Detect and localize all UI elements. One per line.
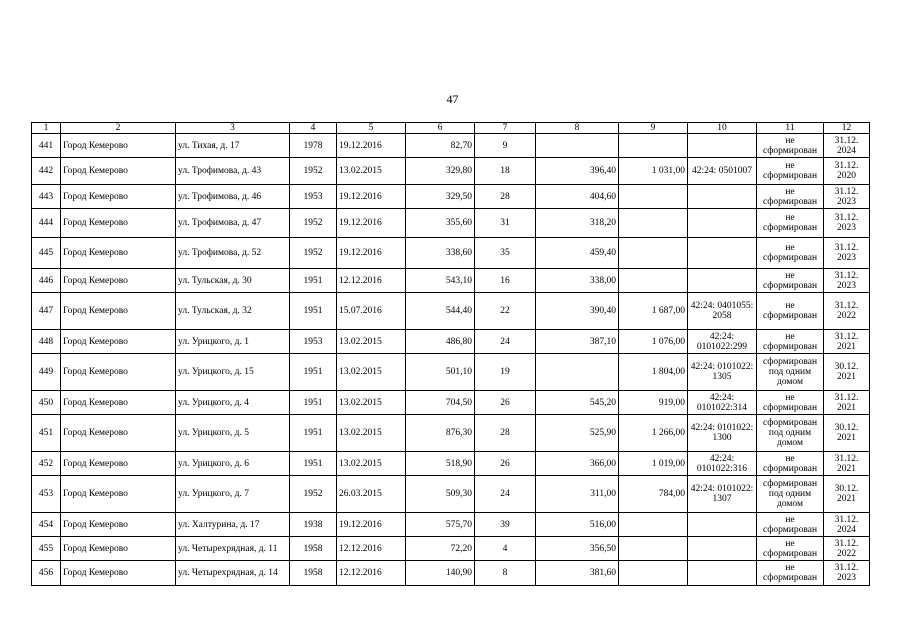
table-cell-col-8: 366,00	[536, 452, 619, 476]
table-cell-col-8: 356,50	[536, 537, 619, 561]
table-cell-col-12: 31.12. 2024	[824, 513, 870, 537]
table-row	[32, 476, 870, 513]
table-cell-col-5: 12.12.2016	[337, 269, 406, 293]
table-cell-col-7: 18	[475, 158, 536, 185]
table-cell-col-7: 35	[475, 238, 536, 269]
table-cell-col-2: Город Кемерово	[61, 158, 176, 185]
table-cell-col-8: 387,10	[536, 330, 619, 354]
table-cell-col-9	[619, 561, 688, 586]
table-cell-col-9	[619, 513, 688, 537]
table-cell-col-10: 42:24: 0101022:299	[688, 330, 757, 354]
table-cell-col-9: 1 076,00	[619, 330, 688, 354]
table-cell-col-10: 42:24: 0101022: 1300	[688, 415, 757, 452]
table-cell-col-1: 443	[32, 185, 61, 209]
table-cell-col-2: Город Кемерово	[61, 269, 176, 293]
table-cell-col-9	[619, 537, 688, 561]
table-cell-col-1: 452	[32, 452, 61, 476]
table-cell-col-9: 1 019,00	[619, 452, 688, 476]
table-cell-col-3: ул. Урицкого, д. 6	[176, 452, 290, 476]
table-cell-col-8: 516,00	[536, 513, 619, 537]
table-cell-col-3: ул. Тихая, д. 17	[176, 134, 290, 158]
table-cell-col-6: 338,60	[406, 238, 475, 269]
table-cell-col-2: Город Кемерово	[61, 354, 176, 391]
table-cell-col-4: 1952	[290, 158, 337, 185]
table-cell-col-5: 13.02.2015	[337, 158, 406, 185]
table-cell-col-3: ул. Трофимова, д. 43	[176, 158, 290, 185]
table-cell-col-12: 31.12. 2022	[824, 537, 870, 561]
table-cell-col-3: ул. Тульская, д. 32	[176, 293, 290, 330]
table-cell-col-8	[536, 134, 619, 158]
table-cell-col-10: 42:24: 0501007	[688, 158, 757, 185]
table-cell-col-5: 13.02.2015	[337, 415, 406, 452]
table-cell-col-12: 31.12. 2023	[824, 185, 870, 209]
table-cell-col-1: 454	[32, 513, 61, 537]
table-cell-col-2: Город Кемерово	[61, 537, 176, 561]
table-cell-col-1: 453	[32, 476, 61, 513]
table-cell-col-8: 545,20	[536, 391, 619, 415]
table-cell-col-9: 1 266,00	[619, 415, 688, 452]
table-cell-col-11: не сформирован	[757, 293, 824, 330]
table-cell-col-9	[619, 185, 688, 209]
column-header-8: 8	[536, 123, 619, 134]
column-header-1: 1	[32, 123, 61, 134]
table-cell-col-10	[688, 238, 757, 269]
table-cell-col-6: 876,30	[406, 415, 475, 452]
table-cell-col-8: 396,40	[536, 158, 619, 185]
table-cell-col-5: 26.03.2015	[337, 476, 406, 513]
table-cell-col-10	[688, 269, 757, 293]
table-cell-col-6: 486,80	[406, 330, 475, 354]
table-cell-col-10	[688, 561, 757, 586]
table-cell-col-1: 445	[32, 238, 61, 269]
table-cell-col-4: 1951	[290, 415, 337, 452]
table-cell-col-7: 28	[475, 185, 536, 209]
table-cell-col-5: 13.02.2015	[337, 452, 406, 476]
table-cell-col-3: ул. Урицкого, д. 5	[176, 415, 290, 452]
table-row	[32, 134, 870, 158]
table-cell-col-1: 444	[32, 209, 61, 238]
table-cell-col-4: 1952	[290, 238, 337, 269]
table-row	[32, 185, 870, 209]
table-cell-col-6: 82,70	[406, 134, 475, 158]
table-cell-col-10: 42:24: 0101022:316	[688, 452, 757, 476]
table-cell-col-9	[619, 209, 688, 238]
table-body	[32, 134, 870, 586]
table-cell-col-2: Город Кемерово	[61, 293, 176, 330]
table-cell-col-5: 15.07.2016	[337, 293, 406, 330]
table-cell-col-6: 329,50	[406, 185, 475, 209]
column-header-3: 3	[176, 123, 290, 134]
table-cell-col-8: 404,60	[536, 185, 619, 209]
table-row	[32, 209, 870, 238]
column-header-10: 10	[688, 123, 757, 134]
table-cell-col-11: не сформирован	[757, 209, 824, 238]
table-cell-col-8: 311,00	[536, 476, 619, 513]
table-cell-col-8: 318,20	[536, 209, 619, 238]
table-row	[32, 452, 870, 476]
table-cell-col-11: не сформирован	[757, 158, 824, 185]
column-header-12: 12	[824, 123, 870, 134]
table-cell-col-4: 1953	[290, 185, 337, 209]
table-row	[32, 415, 870, 452]
table-cell-col-5: 19.12.2016	[337, 238, 406, 269]
column-header-7: 7	[475, 123, 536, 134]
table-cell-col-11: не сформирован	[757, 391, 824, 415]
table-cell-col-7: 24	[475, 476, 536, 513]
column-header-9: 9	[619, 123, 688, 134]
table-cell-col-3: ул. Халтурина, д. 17	[176, 513, 290, 537]
table-cell-col-11: сформирован под одним домом	[757, 415, 824, 452]
table-cell-col-10: 42:24: 0101022: 1305	[688, 354, 757, 391]
table-cell-col-7: 9	[475, 134, 536, 158]
table-cell-col-2: Город Кемерово	[61, 134, 176, 158]
table-cell-col-12: 30.12. 2021	[824, 354, 870, 391]
table-cell-col-1: 456	[32, 561, 61, 586]
table-cell-col-2: Город Кемерово	[61, 185, 176, 209]
table-cell-col-7: 26	[475, 452, 536, 476]
table-cell-col-6: 544,40	[406, 293, 475, 330]
table-cell-col-5: 19.12.2016	[337, 185, 406, 209]
table-cell-col-3: ул. Четырехрядная, д. 14	[176, 561, 290, 586]
table-cell-col-7: 8	[475, 561, 536, 586]
table-cell-col-12: 31.12. 2020	[824, 158, 870, 185]
table-row	[32, 293, 870, 330]
table-cell-col-2: Город Кемерово	[61, 452, 176, 476]
table-row	[32, 238, 870, 269]
table-row	[32, 513, 870, 537]
table-cell-col-6: 704,50	[406, 391, 475, 415]
table-cell-col-7: 4	[475, 537, 536, 561]
housing-registry-table	[31, 122, 870, 586]
table-cell-col-9	[619, 134, 688, 158]
table-cell-col-11: не сформирован	[757, 452, 824, 476]
table-cell-col-7: 28	[475, 415, 536, 452]
table-cell-col-3: ул. Трофимова, д. 46	[176, 185, 290, 209]
table-cell-col-6: 355,60	[406, 209, 475, 238]
page-number: 47	[446, 92, 459, 106]
table-cell-col-12: 30.12. 2021	[824, 476, 870, 513]
table-cell-col-3: ул. Урицкого, д. 15	[176, 354, 290, 391]
table-row	[32, 561, 870, 586]
table-cell-col-7: 31	[475, 209, 536, 238]
table-cell-col-6: 140,90	[406, 561, 475, 586]
table-cell-col-11: не сформирован	[757, 269, 824, 293]
table-cell-col-3: ул. Четырехрядная, д. 11	[176, 537, 290, 561]
table-cell-col-5: 12.12.2016	[337, 561, 406, 586]
table-cell-col-6: 518,90	[406, 452, 475, 476]
header-row	[32, 123, 870, 134]
table-cell-col-6: 72,20	[406, 537, 475, 561]
table-row	[32, 269, 870, 293]
table-cell-col-6: 543,10	[406, 269, 475, 293]
table-cell-col-12: 31.12. 2021	[824, 391, 870, 415]
table-row	[32, 391, 870, 415]
table-cell-col-7: 24	[475, 330, 536, 354]
table-cell-col-6: 575,70	[406, 513, 475, 537]
table-cell-col-2: Город Кемерово	[61, 391, 176, 415]
table-cell-col-2: Город Кемерово	[61, 238, 176, 269]
table-cell-col-11: не сформирован	[757, 561, 824, 586]
table-cell-col-10: 42:24: 0401055: 2058	[688, 293, 757, 330]
table-cell-col-9	[619, 269, 688, 293]
table-cell-col-11: не сформирован	[757, 513, 824, 537]
table-cell-col-11: не сформирован	[757, 330, 824, 354]
table-cell-col-11: сформирован под одним домом	[757, 476, 824, 513]
table-cell-col-7: 26	[475, 391, 536, 415]
table-cell-col-10	[688, 537, 757, 561]
table-row	[32, 537, 870, 561]
table-cell-col-4: 1952	[290, 209, 337, 238]
table-cell-col-2: Город Кемерово	[61, 476, 176, 513]
table-cell-col-7: 16	[475, 269, 536, 293]
table-cell-col-10: 42:24: 0101022: 1307	[688, 476, 757, 513]
table-cell-col-8: 390,40	[536, 293, 619, 330]
table-cell-col-3: ул. Урицкого, д. 7	[176, 476, 290, 513]
table-cell-col-4: 1952	[290, 476, 337, 513]
table-cell-col-4: 1951	[290, 269, 337, 293]
table-cell-col-4: 1958	[290, 561, 337, 586]
table-cell-col-6: 501,10	[406, 354, 475, 391]
table-cell-col-4: 1978	[290, 134, 337, 158]
table-row	[32, 330, 870, 354]
table-row	[32, 158, 870, 185]
table-cell-col-12: 31.12. 2021	[824, 452, 870, 476]
column-header-5: 5	[337, 123, 406, 134]
table-cell-col-8	[536, 354, 619, 391]
table-cell-col-4: 1951	[290, 391, 337, 415]
table-cell-col-12: 31.12. 2023	[824, 561, 870, 586]
table-cell-col-3: ул. Урицкого, д. 1	[176, 330, 290, 354]
table-cell-col-4: 1938	[290, 513, 337, 537]
table-cell-col-4: 1953	[290, 330, 337, 354]
table-cell-col-5: 13.02.2015	[337, 330, 406, 354]
table-cell-col-4: 1951	[290, 293, 337, 330]
table-cell-col-3: ул. Тульская, д. 30	[176, 269, 290, 293]
table-cell-col-8: 525,90	[536, 415, 619, 452]
table-cell-col-12: 31.12. 2023	[824, 209, 870, 238]
table-cell-col-10	[688, 209, 757, 238]
table-cell-col-9	[619, 238, 688, 269]
table-cell-col-9: 919,00	[619, 391, 688, 415]
table-cell-col-12: 31.12. 2021	[824, 330, 870, 354]
table-cell-col-2: Город Кемерово	[61, 330, 176, 354]
table-cell-col-1: 442	[32, 158, 61, 185]
table-cell-col-9: 1 031,00	[619, 158, 688, 185]
table-cell-col-1: 446	[32, 269, 61, 293]
table-cell-col-8: 459,40	[536, 238, 619, 269]
table-cell-col-3: ул. Урицкого, д. 4	[176, 391, 290, 415]
table-cell-col-10	[688, 513, 757, 537]
table-cell-col-5: 19.12.2016	[337, 513, 406, 537]
table-cell-col-12: 31.12. 2022	[824, 293, 870, 330]
table-cell-col-1: 449	[32, 354, 61, 391]
table-cell-col-8: 338,00	[536, 269, 619, 293]
table-cell-col-10: 42:24: 0101022:314	[688, 391, 757, 415]
table-cell-col-11: не сформирован	[757, 134, 824, 158]
table-cell-col-10	[688, 185, 757, 209]
table-cell-col-3: ул. Трофимова, д. 47	[176, 209, 290, 238]
table-cell-col-9: 1 804,00	[619, 354, 688, 391]
table-cell-col-1: 441	[32, 134, 61, 158]
table-cell-col-5: 12.12.2016	[337, 537, 406, 561]
table-cell-col-5: 13.02.2015	[337, 391, 406, 415]
table-row	[32, 354, 870, 391]
table-cell-col-1: 447	[32, 293, 61, 330]
table-cell-col-4: 1951	[290, 354, 337, 391]
table-cell-col-5: 19.12.2016	[337, 209, 406, 238]
table-cell-col-11: не сформирован	[757, 238, 824, 269]
table-cell-col-1: 451	[32, 415, 61, 452]
table-cell-col-4: 1958	[290, 537, 337, 561]
table-cell-col-2: Город Кемерово	[61, 209, 176, 238]
table-cell-col-7: 19	[475, 354, 536, 391]
table-cell-col-1: 448	[32, 330, 61, 354]
column-header-6: 6	[406, 123, 475, 134]
table-cell-col-7: 22	[475, 293, 536, 330]
column-header-4: 4	[290, 123, 337, 134]
table-cell-col-12: 31.12. 2023	[824, 238, 870, 269]
table-cell-col-9: 1 687,00	[619, 293, 688, 330]
table-cell-col-11: не сформирован	[757, 185, 824, 209]
column-header-11: 11	[757, 123, 824, 134]
table-cell-col-1: 455	[32, 537, 61, 561]
table-cell-col-12: 31.12. 2023	[824, 269, 870, 293]
table-cell-col-11: сформирован под одним домом	[757, 354, 824, 391]
table-cell-col-6: 509,30	[406, 476, 475, 513]
table-cell-col-2: Город Кемерово	[61, 561, 176, 586]
column-header-2: 2	[61, 123, 176, 134]
table-cell-col-5: 13.02.2015	[337, 354, 406, 391]
table-cell-col-9: 784,00	[619, 476, 688, 513]
table-cell-col-3: ул. Трофимова, д. 52	[176, 238, 290, 269]
table-cell-col-5: 19.12.2016	[337, 134, 406, 158]
table-cell-col-2: Город Кемерово	[61, 415, 176, 452]
table-cell-col-1: 450	[32, 391, 61, 415]
table-cell-col-12: 30.12. 2021	[824, 415, 870, 452]
table-cell-col-8: 381,60	[536, 561, 619, 586]
table-cell-col-6: 329,80	[406, 158, 475, 185]
table-cell-col-4: 1951	[290, 452, 337, 476]
table-cell-col-11: не сформирован	[757, 537, 824, 561]
table-cell-col-2: Город Кемерово	[61, 513, 176, 537]
table-cell-col-10	[688, 134, 757, 158]
table-cell-col-7: 39	[475, 513, 536, 537]
table-cell-col-12: 31.12. 2024	[824, 134, 870, 158]
